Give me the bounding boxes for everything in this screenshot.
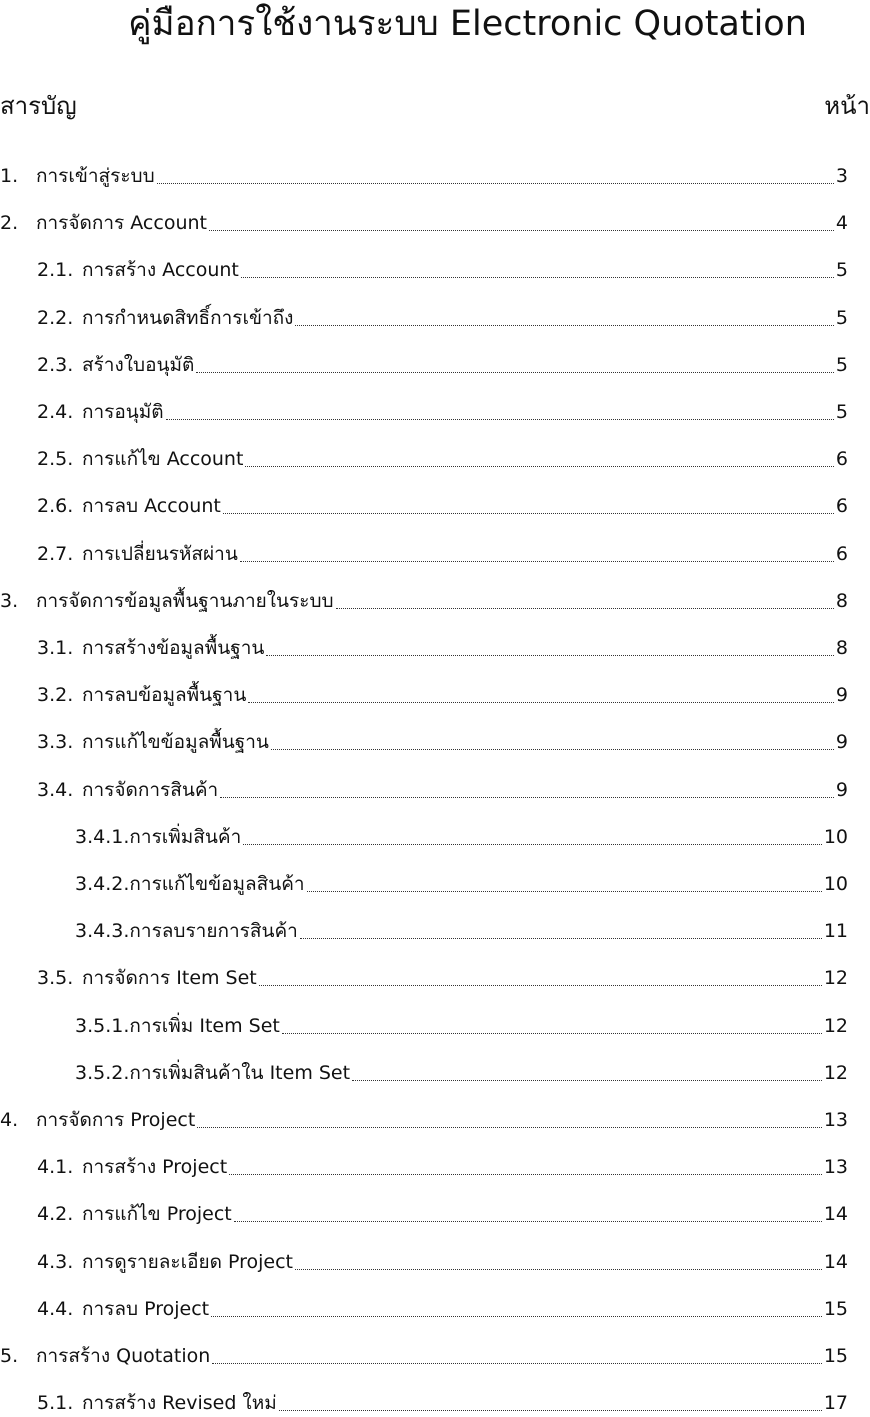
dot-leader (211, 1316, 822, 1317)
document-title: คู่มือการใช้งานระบบ Electronic Quotation (128, 4, 807, 44)
toc-entry-title: การลบ Project (82, 1297, 210, 1320)
dot-leader (271, 749, 834, 750)
toc-entry-number: 3.2. (37, 684, 74, 707)
toc-entry-title: การดูรายละเอียด Project (82, 1250, 293, 1273)
toc-entry[interactable] (75, 868, 848, 898)
toc-entry-title: การจัดการ Account (36, 212, 207, 235)
toc-entry-title: การเพิ่มสินค้าใน Item Set (129, 1061, 351, 1084)
toc-entry[interactable] (75, 821, 848, 851)
toc-entry[interactable] (37, 774, 848, 804)
toc-entry-title: การแก้ไขข้อมูลสินค้า (129, 873, 305, 895)
toc-entry-page: 9 (835, 684, 848, 707)
toc-entry-number: 2.2. (37, 306, 74, 329)
toc-entry-page: 13 (823, 1109, 848, 1131)
toc-entry-title: การจัดการ Project (36, 1109, 196, 1131)
toc-entry-title: การลบ Account (82, 495, 221, 518)
toc-entry-page: 6 (835, 448, 848, 471)
toc-entry-page: 17 (823, 1392, 848, 1415)
toc-entry-page: 10 (823, 873, 848, 895)
toc-entry-page: 12 (823, 1061, 848, 1084)
toc-entry-page: 13 (823, 1156, 848, 1179)
toc-entry-page: 12 (823, 967, 848, 990)
toc-entry-title: การลบรายการสินค้า (129, 920, 298, 943)
toc-entry[interactable] (75, 1057, 848, 1087)
toc-entry[interactable] (75, 915, 848, 945)
dot-leader (282, 1033, 822, 1034)
dot-leader (295, 325, 833, 326)
toc-entry[interactable] (37, 1151, 848, 1181)
dot-leader (245, 466, 833, 467)
dot-leader (266, 655, 834, 656)
toc-entry[interactable] (37, 1246, 848, 1276)
toc-entry-number: 3.5. (37, 967, 74, 990)
toc-entry-number: 2.6. (37, 495, 74, 518)
toc-entry-number: 4.3. (37, 1250, 74, 1273)
toc-entry-page: 6 (835, 495, 848, 518)
toc-entry-title: การลบข้อมูลพื้นฐาน (82, 684, 247, 707)
toc-entry-number: 3.4.1. (75, 825, 130, 848)
toc-entry-title: การแก้ไขข้อมูลพื้นฐาน (82, 731, 269, 754)
toc-entry-page: 14 (823, 1250, 848, 1273)
toc-entry-number: 3.1. (37, 637, 74, 659)
toc-entry[interactable] (37, 443, 848, 473)
toc-entry-number: 2.7. (37, 542, 74, 565)
toc-entry-number: 2.4. (37, 401, 74, 423)
toc-entry-number: 4.4. (37, 1297, 74, 1320)
toc-entry-number: 3.5.1. (75, 1014, 130, 1037)
toc-entry-title: การแก้ไข Account (82, 448, 244, 471)
toc-entry-title: การจัดการข้อมูลพื้นฐานภายในระบบ (36, 589, 334, 612)
toc-entry-page: 14 (823, 1203, 848, 1226)
toc-entry-number: 1. (0, 165, 19, 187)
toc-entry[interactable] (37, 1387, 848, 1417)
dot-leader (240, 561, 834, 562)
toc-entry-page: 5 (835, 353, 848, 376)
dot-leader (166, 419, 834, 420)
toc-entry-page: 6 (835, 542, 848, 565)
toc-entry-title: การเพิ่มสินค้า (129, 825, 242, 848)
dot-leader (212, 1363, 822, 1364)
toc-entry[interactable] (37, 349, 848, 379)
dot-leader (307, 891, 822, 892)
toc-entry[interactable] (37, 1293, 848, 1323)
dot-leader (295, 1269, 822, 1270)
toc-entry-page: 15 (823, 1297, 848, 1320)
dot-leader (279, 1410, 822, 1411)
toc-entry-number: 3.4.3. (75, 920, 130, 943)
toc-label: สารบัญ (0, 92, 77, 120)
dot-leader (209, 230, 834, 231)
toc-entry-title: การสร้าง Revised ใหม่ (82, 1392, 277, 1415)
dot-leader (352, 1080, 822, 1081)
dot-leader (223, 513, 834, 514)
toc-entry-page: 5 (835, 401, 848, 423)
toc-entry-number: 3.4.2. (75, 873, 130, 895)
toc-entry-title: การอนุมัติ (82, 401, 164, 423)
dot-leader (196, 372, 834, 373)
toc-entry-page: 3 (835, 165, 848, 187)
toc-entry-number: 3.4. (37, 778, 74, 801)
toc-entry-title: การสร้าง Project (82, 1156, 228, 1179)
toc-entry-title: สร้างใบอนุมัติ (82, 353, 195, 376)
toc-entry-title: การจัดการสินค้า (82, 778, 219, 801)
toc-entry-title: การสร้าง Quotation (36, 1345, 211, 1367)
toc-entry[interactable] (0, 160, 848, 190)
dot-leader (300, 938, 822, 939)
toc-entry-page: 11 (823, 920, 848, 943)
toc-entry[interactable] (0, 207, 848, 237)
dot-leader (234, 1221, 822, 1222)
toc-entry[interactable] (37, 726, 848, 756)
toc-entry[interactable] (37, 962, 848, 992)
dot-leader (157, 183, 834, 184)
toc-entry-page: 12 (823, 1014, 848, 1037)
toc-entry-number: 5.1. (37, 1392, 74, 1415)
toc-entry[interactable] (37, 632, 848, 662)
toc-entry[interactable] (37, 490, 848, 520)
toc-entry-page: 9 (835, 778, 848, 801)
dot-leader (241, 277, 834, 278)
toc-entry-title: การเปลี่ยนรหัสผ่าน (82, 542, 238, 565)
toc-entry-number: 3. (0, 589, 19, 612)
toc-entry-page: 4 (835, 212, 848, 235)
toc-entry-number: 2.5. (37, 448, 74, 471)
dot-leader (243, 844, 822, 845)
toc-entry-number: 2.3. (37, 353, 74, 376)
toc-entry-number: 3.5.2. (75, 1061, 130, 1084)
dot-leader (259, 985, 822, 986)
dot-leader (229, 1174, 822, 1175)
toc-entry-number: 3.3. (37, 731, 74, 754)
dot-leader (248, 702, 834, 703)
toc-entry-page: 10 (823, 825, 848, 848)
toc-entry[interactable] (37, 254, 848, 284)
toc-entry-page: 8 (835, 637, 848, 659)
toc-entry-title: การเข้าสู่ระบบ (36, 165, 155, 187)
toc-entry[interactable] (37, 538, 848, 568)
dot-leader (336, 608, 834, 609)
toc-entry-page: 15 (823, 1345, 848, 1367)
dot-leader (197, 1127, 822, 1128)
toc-entry-number: 2. (0, 212, 19, 235)
toc-entry[interactable] (0, 1340, 848, 1370)
toc-entry-title: การจัดการ Item Set (82, 967, 257, 990)
toc-entry-page: 9 (835, 731, 848, 754)
toc-entry-page: 5 (835, 259, 848, 282)
toc-entry-number: 5. (0, 1345, 19, 1367)
toc-header (0, 88, 870, 124)
toc-entry-title: การเพิ่ม Item Set (129, 1014, 280, 1037)
toc-entry[interactable] (37, 302, 848, 332)
toc-entry-title: การสร้างข้อมูลพื้นฐาน (82, 637, 265, 659)
toc-entry[interactable] (0, 1104, 848, 1134)
page-column-label: หน้า (824, 92, 870, 120)
toc-entry[interactable] (75, 1010, 848, 1040)
toc-entry-title: การสร้าง Account (82, 259, 239, 282)
toc-entry-page: 8 (835, 589, 848, 612)
toc-entry-number: 4.1. (37, 1156, 74, 1179)
toc-entry-title: การกำหนดสิทธิ์การเข้าถึง (82, 306, 294, 329)
toc-entry-number: 4.2. (37, 1203, 74, 1226)
toc-entry-number: 4. (0, 1109, 19, 1131)
toc-entry[interactable] (0, 585, 848, 615)
toc-entry[interactable] (37, 396, 848, 426)
toc-entry[interactable] (37, 1198, 848, 1228)
toc-entry-number: 2.1. (37, 259, 74, 282)
toc-entry-title: การแก้ไข Project (82, 1203, 232, 1226)
toc-entry-page: 5 (835, 306, 848, 329)
toc-entry[interactable] (37, 679, 848, 709)
dot-leader (220, 797, 834, 798)
